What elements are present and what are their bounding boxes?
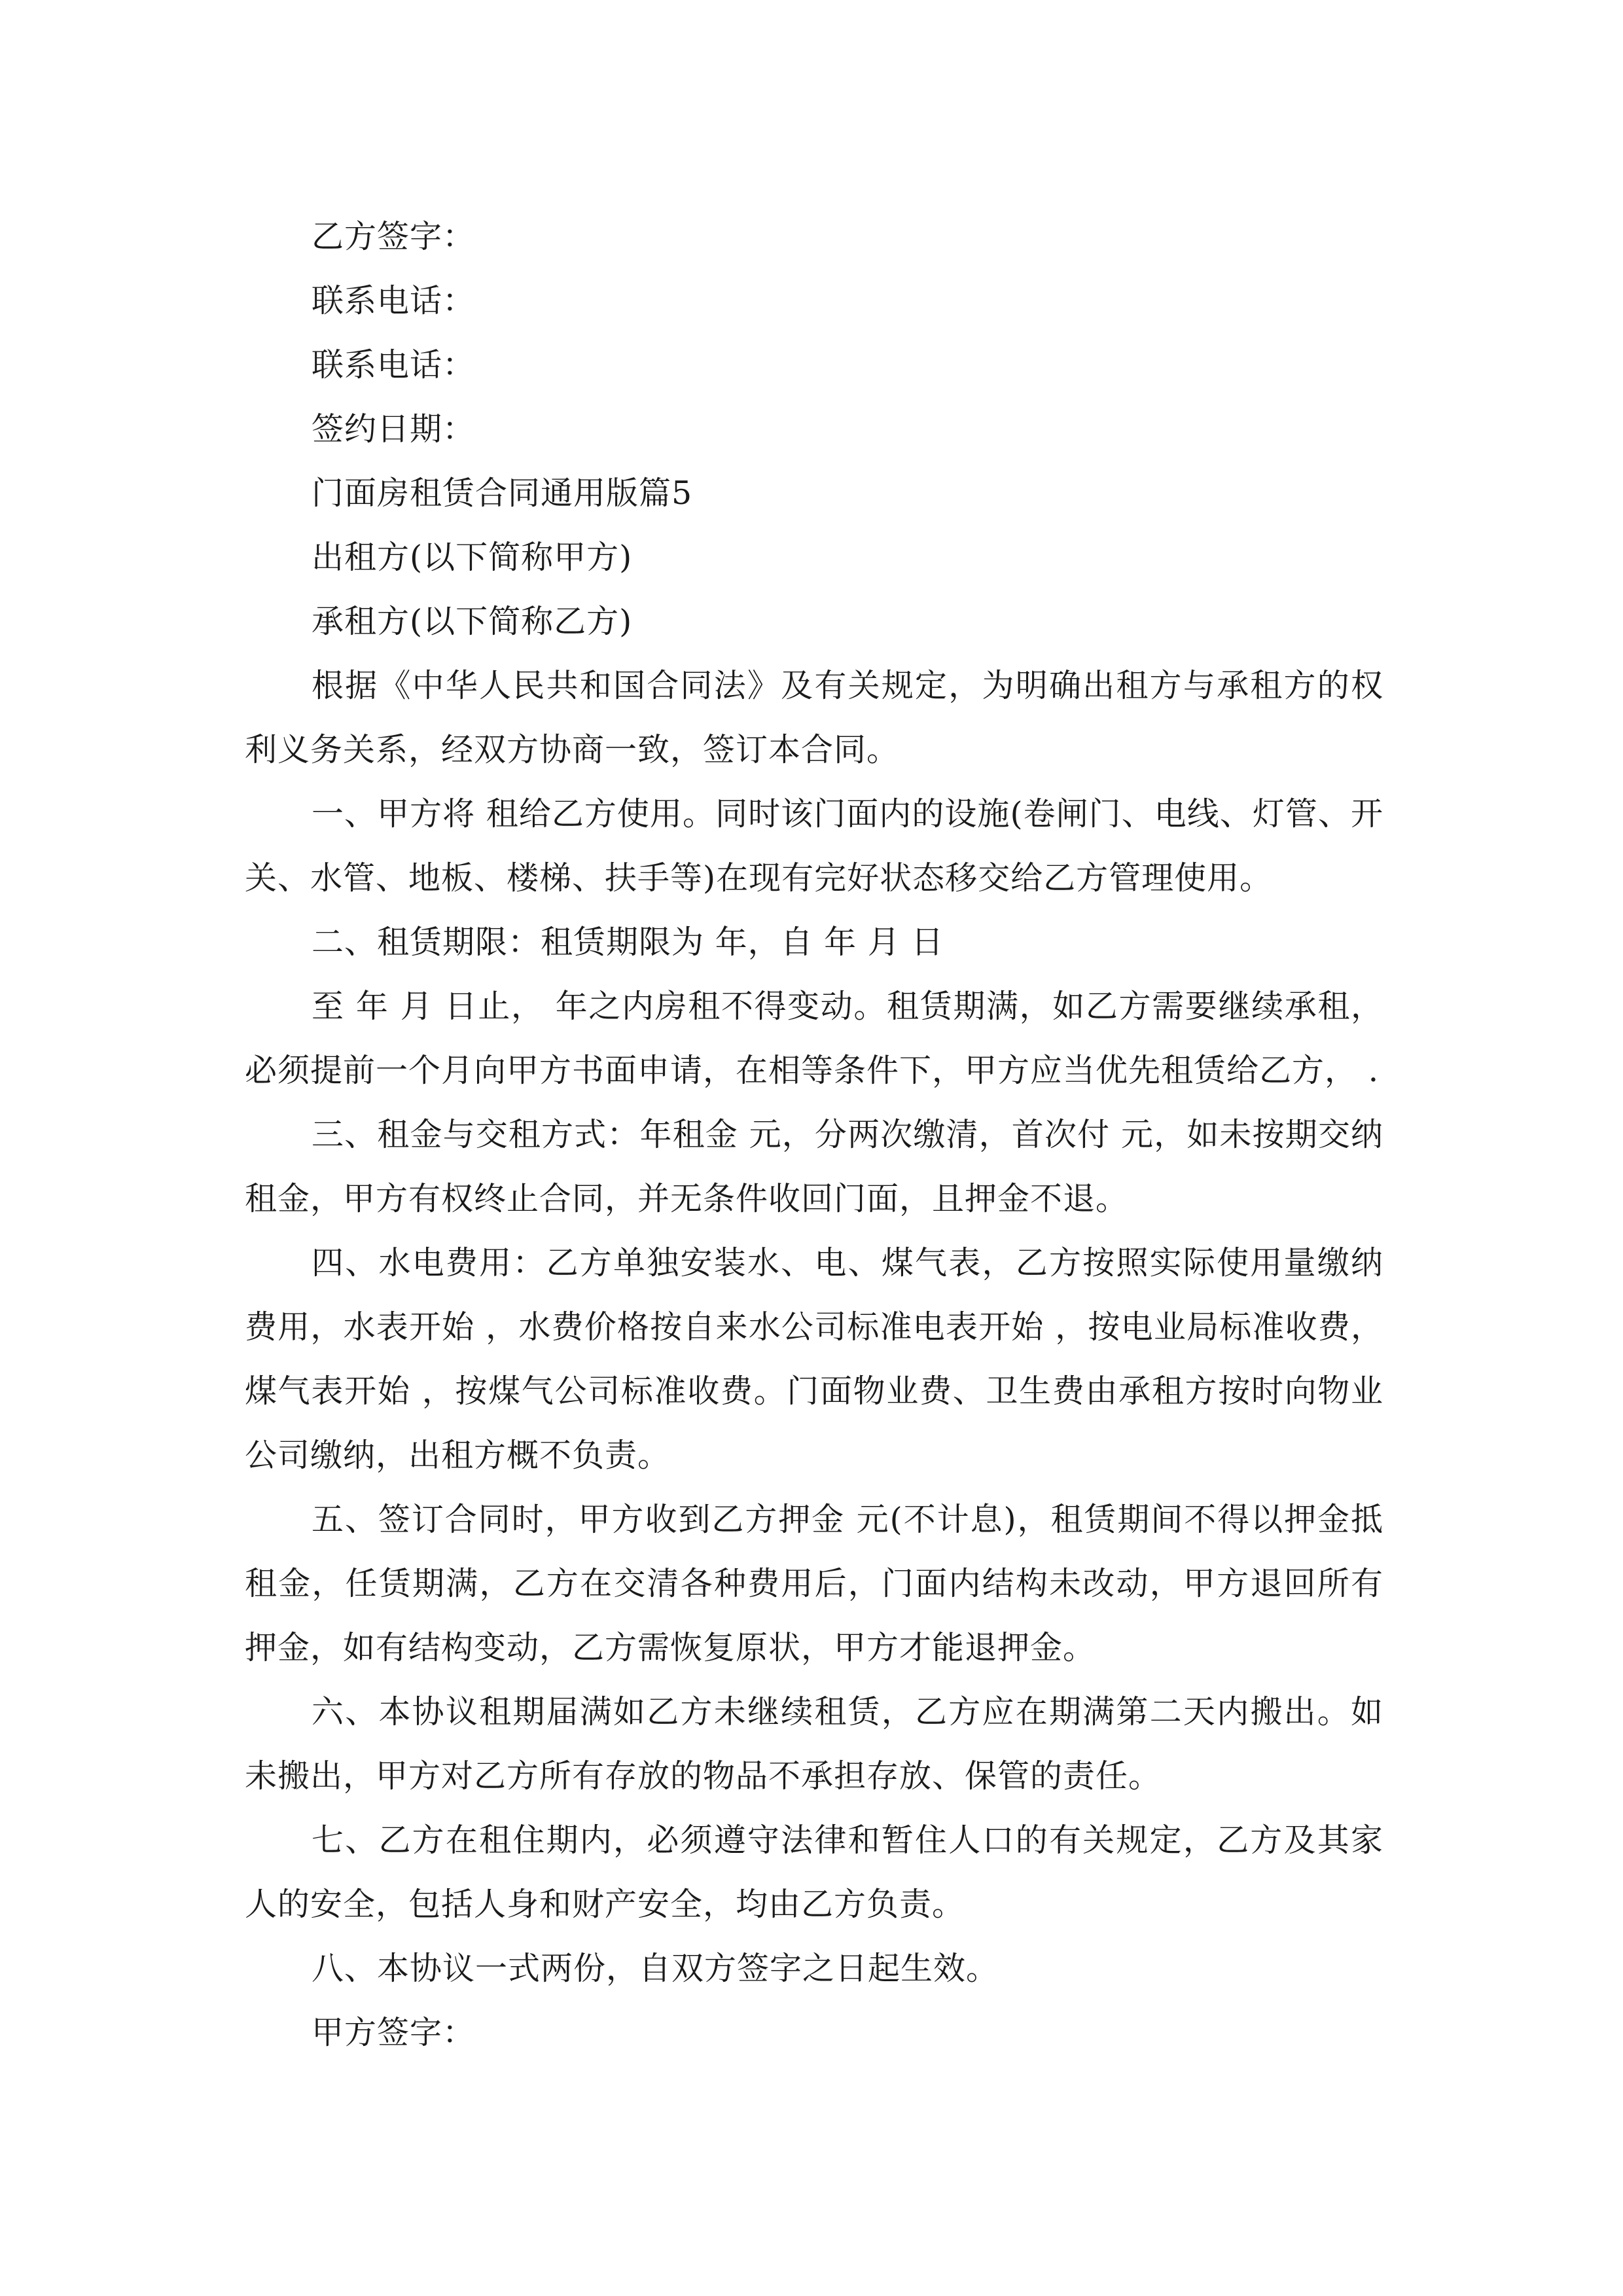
clause-2-paragraph: 二、租赁期限：租赁期限为 年，自 年 月 日 xyxy=(312,924,944,961)
document-body xyxy=(245,205,1383,2065)
clause-7-paragraph: 七、乙方在租住期内，必须遵守法律和暂住人口的有关规定，乙方及其家人的安全，包括人身和财产安全，均由乙方负责。 xyxy=(245,1821,1383,1923)
lessee-label: 承租方(以下简称乙方) xyxy=(312,603,633,640)
preamble-paragraph: 根据《中华人民共和国合同法》及有关规定，为明确出租方与承租方的权利义务关系，经双方协商一致，签订本合同。 xyxy=(245,667,1383,768)
clause-2-continuation-paragraph: 至 年 月 日止， 年之内房租不得变动。租赁期满，如乙方需要继续承租，必须提前一个月向甲方书面申请，在相等条件下，甲方应当优先租赁给乙方， . xyxy=(245,988,1383,1089)
lessor-label: 出租方(以下简称甲方) xyxy=(312,539,633,576)
contact-phone-label: 联系电话： xyxy=(312,346,476,384)
clause-1-paragraph: 一、甲方将 租给乙方使用。同时该门面内的设施(卷闸门、电线、灯管、开关、水管、地板、楼梯、扶手等)在现有完好状态移交给乙方管理使用。 xyxy=(245,795,1383,897)
party-b-signature-label: 乙方签字： xyxy=(312,218,476,255)
contact-phone-label: 联系电话： xyxy=(312,282,476,319)
clause-3-paragraph: 三、租金与交租方式：年租金 元，分两次缴清，首次付 元，如未按期交纳租金，甲方有权终止合同，并无条件收回门面，且押金不退。 xyxy=(245,1116,1383,1217)
clause-8-paragraph: 八、本协议一式两份，自双方签字之日起生效。 xyxy=(312,1950,999,1987)
clause-6-paragraph: 六、本协议租期届满如乙方未继续租赁，乙方应在期满第二天内搬出。如未搬出，甲方对乙方所有存放的物品不承担存放、保管的责任。 xyxy=(245,1693,1383,1795)
clause-5-paragraph: 五、签订合同时，甲方收到乙方押金 元(不计息)，租赁期间不得以押金抵租金，任赁期满，乙方在交清各种费用后，门面内结构未改动，甲方退回所有押金，如有结构变动，乙方需恢复原状，甲方才能退押金。 xyxy=(245,1501,1383,1666)
contract-title: 门面房租赁合同通用版篇5 xyxy=(312,475,693,512)
party-a-signature-label: 甲方签字： xyxy=(312,2014,476,2051)
signing-date-label: 签约日期： xyxy=(312,410,476,448)
clause-4-paragraph: 四、水电费用：乙方单独安装水、电、煤气表，乙方按照实际使用量缴纳费用，水表开始 ，水费价格按自来水公司标准电表开始 ，按电业局标准收费，煤气表开始 ，按煤气公司标准收费。门面物业费、卫生费由承租方按时向物业公司缴纳，出租方概不负责。 xyxy=(245,1244,1383,1474)
